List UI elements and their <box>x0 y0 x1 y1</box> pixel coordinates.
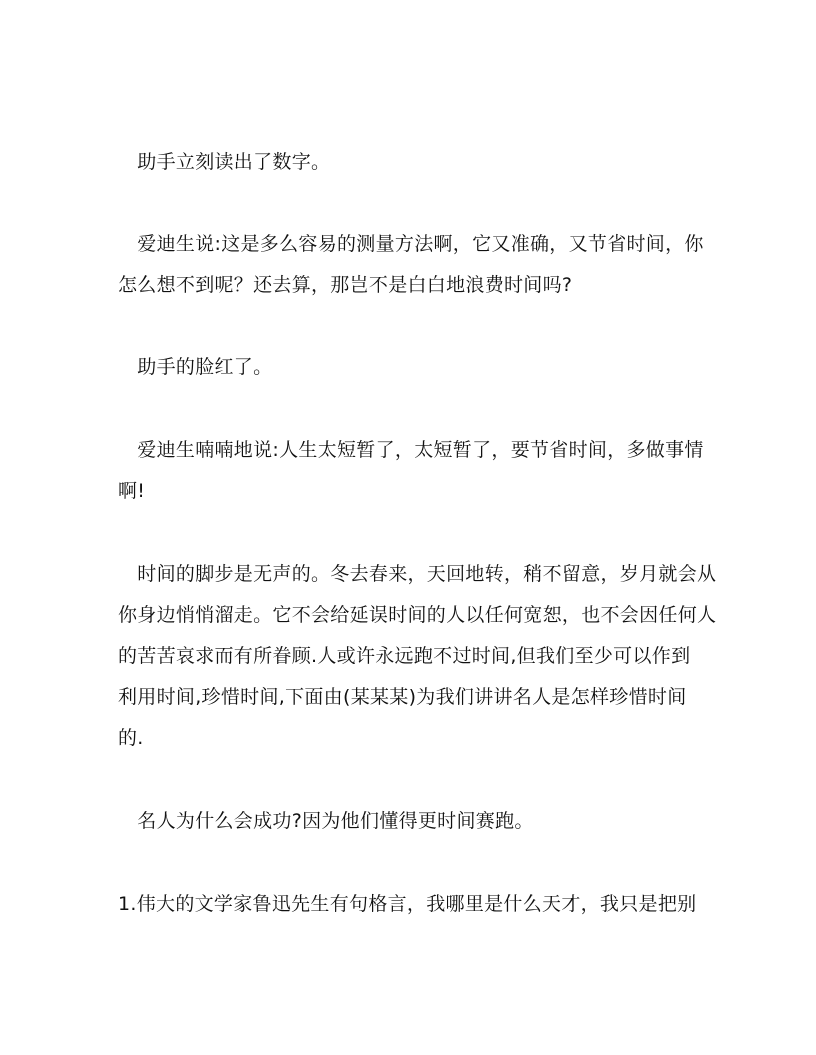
paragraph-5-line-1: 时间的脚步是无声的。冬去春来，天回地转，稍不留意，岁月就会从 <box>118 563 717 585</box>
paragraph-6-line-1: 名人为什么会成功?因为他们懂得更时间赛跑。 <box>118 810 534 832</box>
paragraph-3-line-1: 助手的脸红了。 <box>118 356 273 378</box>
paragraph-7-line-1: 1.伟大的文学家鲁迅先生有句格言，我哪里是什么天才，我只是把别 <box>118 893 697 915</box>
paragraph-2-line-1: 爱迪生说:这是多么容易的测量方法啊，它又准确，又节省时间，你 <box>118 233 704 255</box>
paragraph-2-line-2: 怎么想不到呢？还去算，那岂不是白白地浪费时间吗? <box>118 274 573 296</box>
paragraph-5-line-3: 的苦苦哀求而有所眷顾.人或许永远跑不过时间,但我们至少可以作到 <box>118 645 691 667</box>
paragraph-1-line-1: 助手立刻读出了数字。 <box>118 151 331 173</box>
paragraph-4-line-2: 啊! <box>118 480 146 502</box>
paragraph-5-line-4: 利用时间,珍惜时间,下面由(某某某)为我们讲讲名人是怎样珍惜时间 <box>118 686 687 708</box>
paragraph-4-line-1: 爱迪生喃喃地说:人生太短暂了，太短暂了，要节省时间，多做事情 <box>118 439 704 461</box>
paragraph-5-line-2: 你身边悄悄溜走。它不会给延误时间的人以任何宽恕，也不会因任何人 <box>118 604 717 626</box>
paragraph-5-line-5: 的. <box>118 727 144 749</box>
